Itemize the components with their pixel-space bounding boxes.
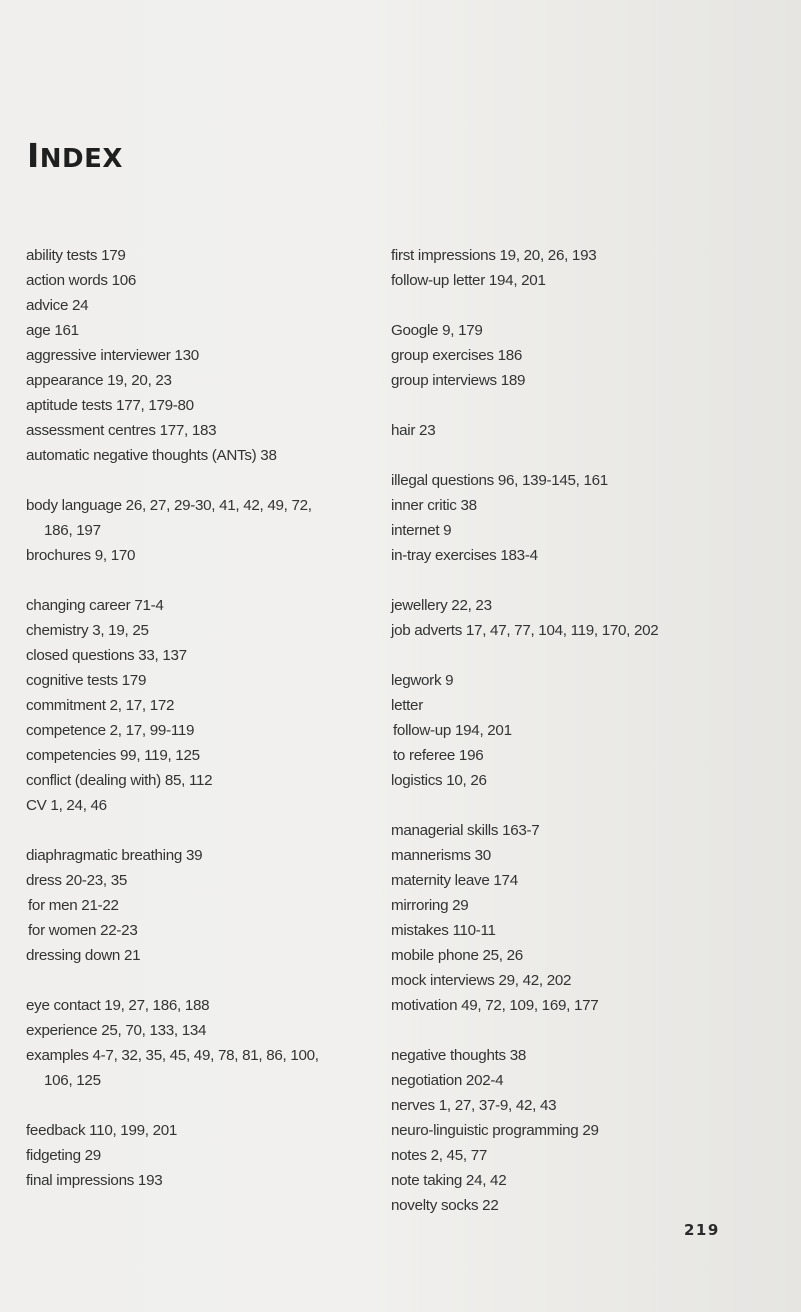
index-entry: mannerisms 30: [391, 847, 491, 864]
index-entry: negotiation 202-4: [391, 1072, 504, 1089]
index-entry: advice 24: [26, 297, 89, 314]
index-entry: final impressions 193: [26, 1172, 163, 1189]
index-entry: mirroring 29: [391, 897, 469, 914]
letter-gap: [26, 568, 366, 593]
page-title: [27, 136, 123, 175]
index-entry: first impressions 19, 20, 26, 193: [391, 247, 597, 264]
index-subentry: follow-up 194, 201: [393, 722, 512, 739]
index-entry: appearance 19, 20, 23: [26, 372, 172, 389]
index-column-left: [26, 243, 366, 1193]
index-subentry: 186, 197: [44, 522, 101, 539]
index-entry: job adverts 17, 47, 77, 104, 119, 170, 202: [391, 622, 659, 639]
index-entry: dressing down 21: [26, 947, 141, 964]
letter-gap: [391, 293, 771, 318]
index-subentry: for men 21-22: [28, 897, 119, 914]
index-entry: commitment 2, 17, 172: [26, 697, 175, 714]
letter-gap: [391, 1018, 771, 1043]
index-entry: maternity leave 174: [391, 872, 518, 889]
index-entry: group exercises 186: [391, 347, 523, 364]
index-entry: competence 2, 17, 99-119: [26, 722, 195, 739]
index-entry: neuro-linguistic programming 29: [391, 1122, 599, 1139]
letter-gap: [391, 643, 771, 668]
index-entry: CV 1, 24, 46: [26, 797, 107, 814]
index-entry: follow-up letter 194, 201: [391, 272, 546, 289]
index-entry: managerial skills 163-7: [391, 822, 540, 839]
index-entry: experience 25, 70, 133, 134: [26, 1022, 207, 1039]
index-entry: mobile phone 25, 26: [391, 947, 523, 964]
index-entry: internet 9: [391, 522, 452, 539]
index-entry: letter: [391, 697, 423, 714]
index-entry: examples 4-7, 32, 35, 45, 49, 78, 81, 86, 100,: [26, 1047, 319, 1064]
letter-gap: [391, 793, 771, 818]
index-entry: assessment centres 177, 183: [26, 422, 217, 439]
index-entry: brochures 9, 170: [26, 547, 136, 564]
index-subentry: for women 22-23: [28, 922, 138, 939]
index-entry: dress 20-23, 35: [26, 872, 128, 889]
index-entry: ability tests 179: [26, 247, 126, 264]
index-entry: jewellery 22, 23: [391, 597, 492, 614]
index-entry: aggressive interviewer 130: [26, 347, 199, 364]
index-entry: notes 2, 45, 77: [391, 1147, 487, 1164]
index-entry: group interviews 189: [391, 372, 526, 389]
index-entry: mistakes 110-11: [391, 922, 496, 939]
letter-gap: [26, 1093, 366, 1118]
index-entry: illegal questions 96, 139-145, 161: [391, 472, 608, 489]
index-entry: mock interviews 29, 42, 202: [391, 972, 572, 989]
title-rest: NDEX: [39, 144, 123, 174]
index-entry: cognitive tests 179: [26, 672, 147, 689]
index-entry: body language 26, 27, 29-30, 41, 42, 49, 72,: [26, 497, 312, 514]
letter-gap: [391, 443, 771, 468]
title-initial: I: [27, 136, 40, 175]
index-entry: closed questions 33, 137: [26, 647, 187, 664]
index-entry: competencies 99, 119, 125: [26, 747, 200, 764]
letter-gap: [391, 393, 771, 418]
index-entry: logistics 10, 26: [391, 772, 487, 789]
letter-gap: [26, 818, 366, 843]
index-column-right: [391, 243, 771, 1218]
index-entry: novelty socks 22: [391, 1197, 499, 1214]
index-entry: age 161: [26, 322, 79, 339]
index-entry: in-tray exercises 183-4: [391, 547, 538, 564]
index-subentry: 106, 125: [44, 1072, 101, 1089]
index-entry: Google 9, 179: [391, 322, 483, 339]
index-entry: nerves 1, 27, 37-9, 42, 43: [391, 1097, 557, 1114]
index-entry: motivation 49, 72, 109, 169, 177: [391, 997, 599, 1014]
index-entry: hair 23: [391, 422, 436, 439]
index-entry: eye contact 19, 27, 186, 188: [26, 997, 210, 1014]
index-entry: feedback 110, 199, 201: [26, 1122, 178, 1139]
letter-gap: [26, 968, 366, 993]
index-entry: negative thoughts 38: [391, 1047, 527, 1064]
page-number: 219: [684, 1221, 720, 1239]
index-entry: automatic negative thoughts (ANTs) 38: [26, 447, 277, 464]
index-entry: diaphragmatic breathing 39: [26, 847, 203, 864]
index-entry: fidgeting 29: [26, 1147, 101, 1164]
letter-gap: [26, 468, 366, 493]
letter-gap: [391, 568, 771, 593]
index-entry: action words 106: [26, 272, 137, 289]
index-subentry: to referee 196: [393, 747, 484, 764]
index-entry: conflict (dealing with) 85, 112: [26, 772, 213, 789]
index-entry: chemistry 3, 19, 25: [26, 622, 149, 639]
index-entry: aptitude tests 177, 179-80: [26, 397, 194, 414]
index-entry: legwork 9: [391, 672, 454, 689]
index-entry: changing career 71-4: [26, 597, 164, 614]
index-entry: inner critic 38: [391, 497, 477, 514]
index-entry: note taking 24, 42: [391, 1172, 507, 1189]
